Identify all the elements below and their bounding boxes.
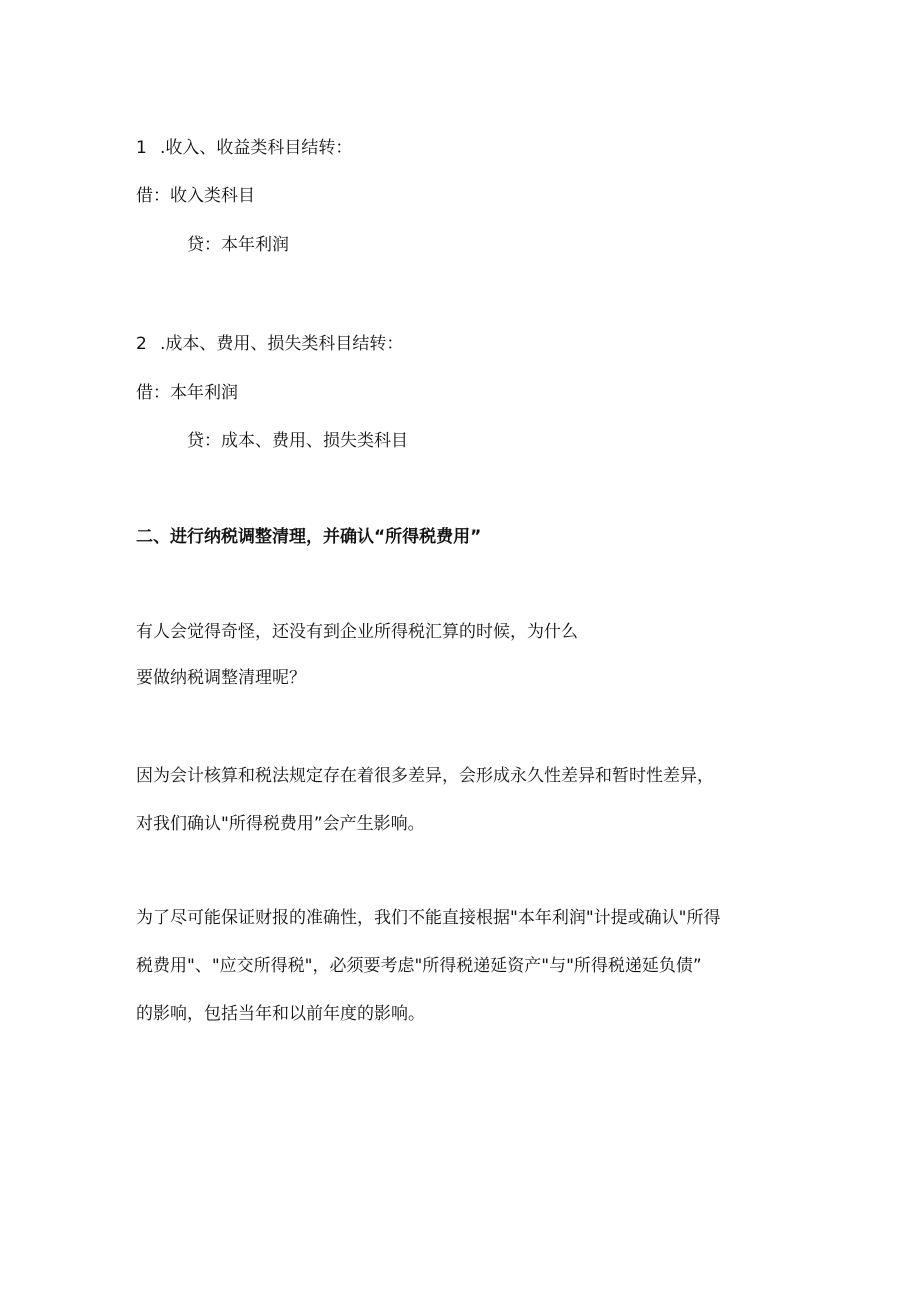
step1-title-text: .收入、收益类科目结转： <box>160 138 353 158</box>
paragraph-2-line-2: 对我们确认"所得税费用”会产生影响。 <box>136 814 425 834</box>
step1-title <box>136 136 352 160</box>
paragraph-3-line-3: 的影响，包括当年和以前年度的影响。 <box>136 1004 425 1024</box>
section-heading: 二、进行纳税调整清理，并确认“所得税费用” <box>136 527 482 547</box>
paragraph-1-line-2: 要做纳税调整清理呢？ <box>136 668 306 688</box>
paragraph-3-line-1: 为了尽可能保证财报的准确性，我们不能直接根据"本年利润"计提或确认"所得 <box>136 908 721 928</box>
step2-title <box>136 332 403 356</box>
step1-debit: 借：收入类科目 <box>136 186 255 206</box>
step2-debit: 借：本年利润 <box>136 383 238 403</box>
step2-number: 2 <box>136 334 147 354</box>
step1-credit: 贷：本年利润 <box>187 235 289 255</box>
paragraph-3-line-2: 税费用"、"应交所得税"，必须要考虑"所得税递延资产"与"所得税递延负债” <box>136 956 702 976</box>
paragraph-2-line-1: 因为会计核算和税法规定存在着很多差异，会形成永久性差异和暂时性差异， <box>136 766 714 786</box>
step2-title-text: .成本、费用、损失类科目结转： <box>160 334 404 354</box>
step2-credit: 贷：成本、费用、损失类科目 <box>187 431 408 451</box>
step1-number: 1 <box>136 138 147 158</box>
paragraph-1-line-1: 有人会觉得奇怪，还没有到企业所得税汇算的时候，为什么 <box>136 622 578 642</box>
